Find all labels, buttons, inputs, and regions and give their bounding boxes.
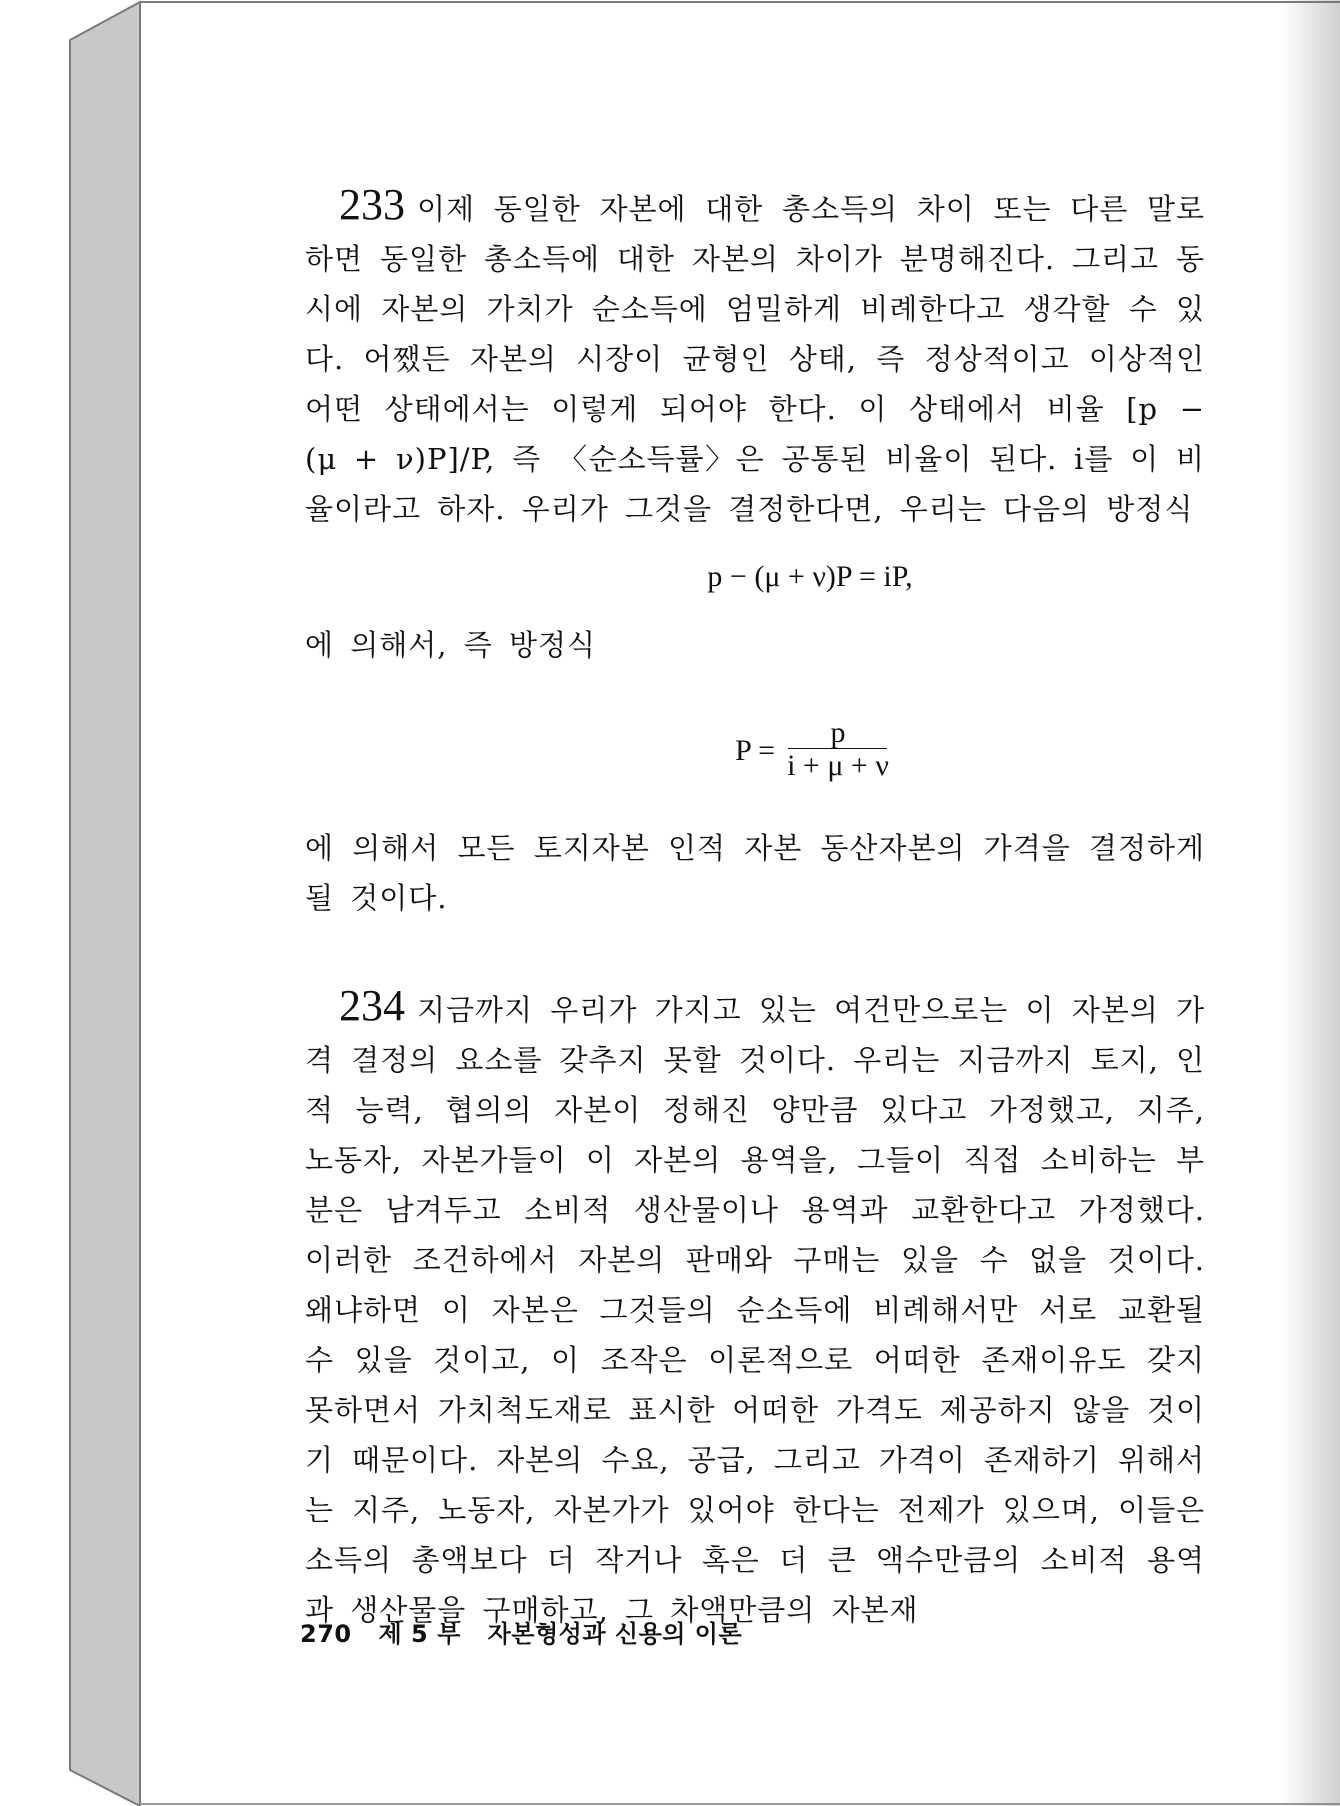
footer-title: 자본형성과 신용의 이론 bbox=[487, 1620, 743, 1648]
page-footer bbox=[300, 1614, 760, 1649]
paragraph-number-234: 234 bbox=[339, 981, 405, 1030]
equation-2-denominator: i + μ + ν bbox=[787, 749, 889, 782]
equation-2-numerator: p bbox=[788, 718, 887, 749]
paragraph-number-233: 233 bbox=[339, 180, 405, 229]
page-number: 270 bbox=[300, 1620, 352, 1648]
equation-1: p − (μ + ν)P = iP, bbox=[707, 560, 913, 593]
footer-part: 제 5 부 bbox=[378, 1620, 461, 1648]
paragraph-233-text-a: 이제 동일한 자본에 대한 총소득의 차이 또는 다른 말로 하면 동일한 총소득에 대한 자본의 차이가 분명해진다. 그리고 동시에 자본의 가치가 순소득에 엄밀하게 비례한다고 생각할 수 있다. 어쨌든 자본의 시장이 균형인 상태, 즉 정상적이고 이상적인 어떤 상태에서는 이렇게 되어야 한다. 이 상태에서 비율 [p − (μ + ν)P]/P, 즉 〈순소득률〉은 공통된 비율이 된다. i를 이 비율이라고 하자. 우리가 그것을 결정한다면, 우리는 다음의 방정식 bbox=[305, 192, 1205, 526]
page-right-shadow bbox=[1280, 0, 1340, 1806]
page-body bbox=[305, 180, 1205, 1635]
paragraph-233-text-b: 에 의해서, 즉 방정식 bbox=[305, 628, 596, 662]
equation-2-fraction bbox=[781, 718, 895, 783]
paragraph-234-text: 지금까지 우리가 가지고 있는 여건만으로는 이 자본의 가격 결정의 요소를 갖추지 못할 것이다. 우리는 지금까지 토지, 인적 능력, 협의의 자본이 정해진 양만큼 있다고 가정했고, 지주, 노동자, 자본가들이 이 자본의 용역을, 그들이 직접 소비하는 부분은 남겨두고 소비적 생산물이나 용역과 교환한다고 가정했다. 이러한 조건하에서 자본의 판매와 구매는 있을 수 없을 것이다. 왜냐하면 이 자본은 그것들의 순소득에 비례해서만 서로 교환될 수 있을 것이고, 이 조작은 이론적으로 어떠한 존재이유도 갖지 못하면서 가치척도재로 표시한 어떠한 가격도 제공하지 않을 것이기 때문이다. 자본의 수요, 공급, 그리고 가격이 존재하기 위해서는 지주, 노동자, 자본가가 있어야 한다는 전제가 있으며, 이들은 소득의 총액보다 더 작거나 혹은 더 큰 액수만큼의 소비적 용역과 생산물을 구매하고, 그 차액만큼의 자본재 bbox=[305, 993, 1205, 1627]
equation-2-lhs: P = bbox=[735, 733, 776, 767]
paragraph-233-text-c: 에 의해서 모든 토지자본 인적 자본 동산자본의 가격을 결정하게 될 것이다. bbox=[305, 831, 1205, 915]
paragraph-234 bbox=[305, 981, 1205, 1635]
equation-2 bbox=[305, 718, 1205, 783]
paragraph-233 bbox=[305, 180, 1205, 534]
